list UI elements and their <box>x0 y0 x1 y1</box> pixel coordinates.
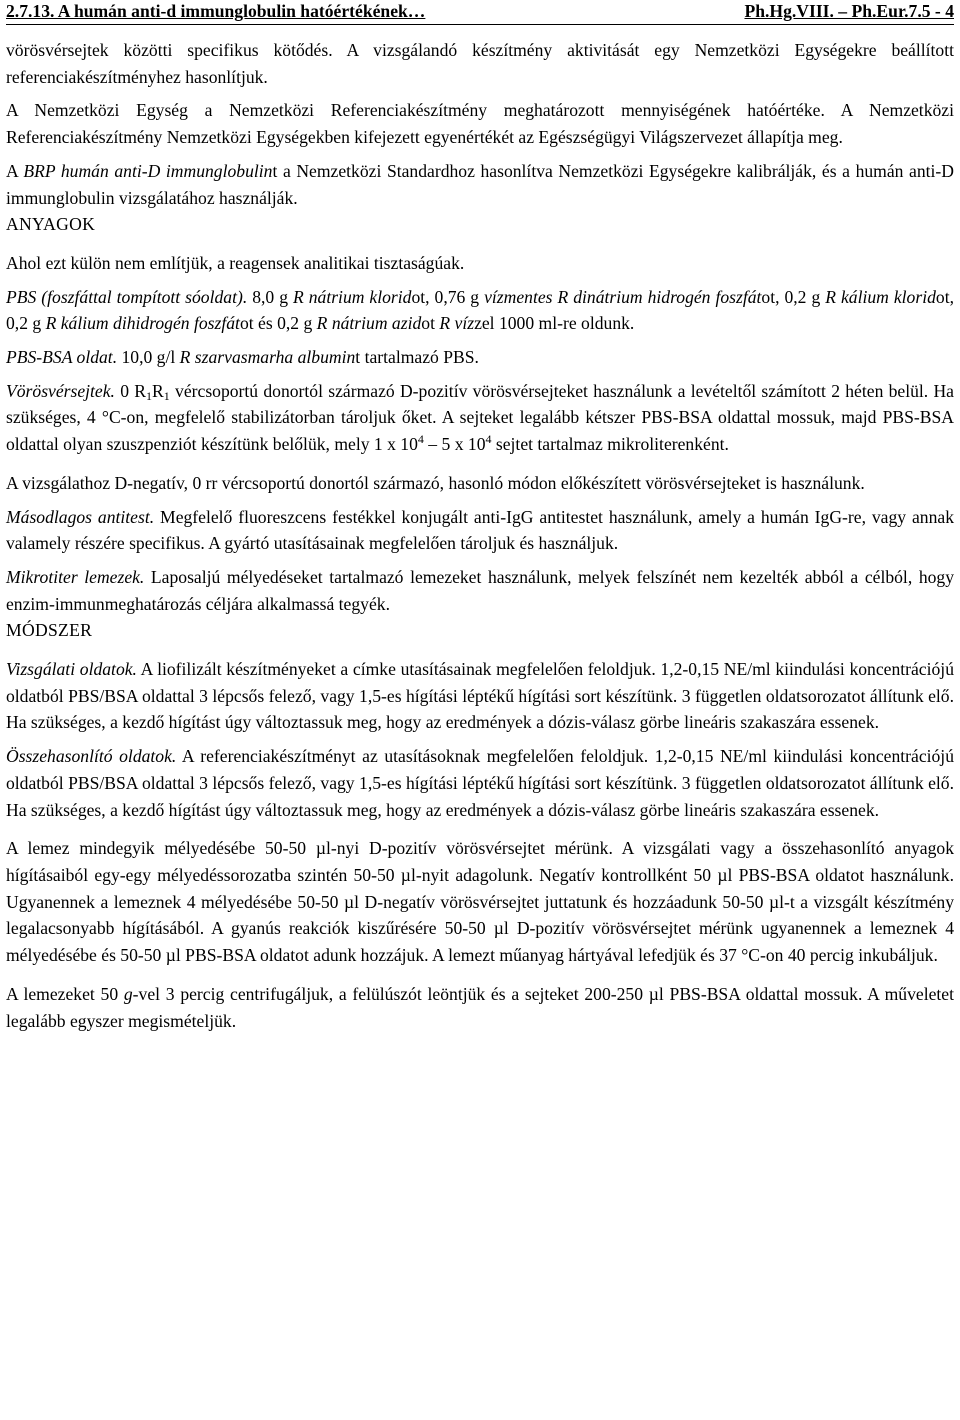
text-run: 0 R <box>114 380 147 401</box>
text-run: R <box>152 380 164 401</box>
text-run: ot, 0,2 g <box>761 286 826 307</box>
reagent-name: vízmentes R dinátrium hidrogén foszfát <box>484 286 762 307</box>
test-solutions-title: Vizsgálati oldatok. <box>6 659 137 680</box>
text-run: vércsoportú donortól származó D-pozitív vörösvérsejteket használunk a levételtől számított 2 héten belül. Ha szükséges, 4 °C-on, megfelelő stabilizátorban tároljuk őket. A sejteket legalább kétszer PBS-BSA oldattal mossuk, majd PBS-BSA oldattal olyan szuszpenziót készítünk belőlük, mely 1 x 10 <box>6 380 954 455</box>
reagent-name: R szarvasmarha albumin <box>179 347 356 368</box>
pbs-bsa-paragraph <box>6 344 954 371</box>
text-run: ot, 0,2 g <box>6 286 954 334</box>
reagents-note: Ahol ezt külön nem említjük, a reagensek analitikai tisztaságúak. <box>6 252 465 273</box>
text-run: A <box>6 160 24 181</box>
red-cells-paragraph <box>6 378 954 458</box>
superscript: 4 <box>485 432 492 447</box>
text-run: A lemezeket 50 <box>6 983 124 1004</box>
italic-term: BRP humán anti-D immunglobulin <box>23 160 273 181</box>
subscript: 1 <box>146 388 153 403</box>
header-pharmacopoeia-ref: Ph.Hg.VIII. – Ph.Eur.7.5 - 4 <box>744 1 954 21</box>
intro-paragraph-1: vörösvérsejtek közötti specifikus kötődés. A vizsgálandó készítmény aktivitását egy Nemzetközi Egységekre beállított referenciakészítményhez hasonlítjuk. <box>6 40 954 87</box>
reference-solutions-paragraph <box>6 743 954 823</box>
reagent-name: R kálium dihidrogén foszfát <box>45 313 240 334</box>
d-negative-cells-paragraph: A vizsgálathoz D-negatív, 0 rr vércsoportú donortól származó, hasonló módon előkészített vörösvérsejteket is használunk. <box>6 472 865 493</box>
text-run: ot <box>421 313 440 334</box>
italic-g: g <box>123 983 133 1004</box>
header-section-title: 2.7.13. A humán anti-d immunglobulin hatóértékének… <box>6 1 426 21</box>
text-run: 10,0 g/l <box>117 347 180 368</box>
test-solutions-paragraph <box>6 656 954 736</box>
reagent-name: R kálium klorid <box>825 286 936 307</box>
text-run: A liofilizált készítményeket a címke utasításainak megfelelően feloldjuk. 1,2-0,15 NE/ml kiindulási koncentrációjú oldatból PBS/BSA oldattal 3 lépcsős felező, vagy 1,5-es hígítási léptékű hígítási sort készítünk. 3 független oldatsorozatot állítunk elő. Ha szükséges, a kezdő hígítást úgy változtassuk meg, hogy az eredmények a dózis-válasz görbe lineáris szakaszára essenek. <box>6 659 954 733</box>
section-heading-anyagok: ANYAGOK <box>6 214 96 235</box>
subscript: 1 <box>163 388 170 403</box>
reagent-name: R nátrium azid <box>316 313 422 334</box>
secondary-antibody-title: Másodlagos antitest. <box>6 506 155 527</box>
text-run: 8,0 g <box>247 286 293 307</box>
text-run: Laposaljú mélyedéseket tartalmazó lemezeket használunk, melyek felszínét nem kezelték abból a célból, hogy enzim-immunmeghatározás céljára alkalmassá tegyék. <box>6 566 955 614</box>
plate-procedure-paragraph: A lemez mindegyik mélyedésébe 50-50 µl-nyi D-pozitív vörösvérsejtet mérünk. A vizsgálati vagy a összehasonlító anyagok hígításaiból egy-egy mélyedéssorozatba szintén 50-50 µl-nyit adagolunk. Negatív kontrollként 50 µl PBS-BSA oldatot használunk. Ugyanennek a lemeznek 4 mélyedésébe 50-50 µl D-negatív vörösvérsejtet juttatunk és hozzáadunk 50-50 µl-t a vizsgált készítmény legalacsonyabb hígításából. A gyanús reakciók kiszűrésére 50-50 µl D-pozitív vörösvérsejtet mérünk ugyanennek a lemeznek 4 mélyedésébe és 50-50 µl PBS-BSA oldatot adunk hozzájuk. A lemezt műanyag hártyával lefedjük és 37 °C-on 40 percig inkubáljuk. <box>6 838 954 966</box>
text-run: Megfelelő fluoreszcens festékkel konjugált anti-IgG antitestet használunk, amely a humán IgG-re, vagy annak valamely részére specifikus. A gyártó utasításainak megfelelően tároljuk és használjuk. <box>6 506 954 554</box>
reference-solutions-title: Összehasonlító oldatok. <box>6 746 177 767</box>
text-run: t tartalmazó PBS. <box>355 347 479 368</box>
microtiter-plates-paragraph <box>6 564 954 617</box>
superscript: 4 <box>417 432 424 447</box>
pbs-paragraph <box>6 284 954 337</box>
text-run: A referenciakészítményt az utasításoknak megfelelően feloldjuk. 1,2-0,15 NE/ml kiindulási koncentrációjú oldatból PBS/BSA oldattal 3 lépcsős felező, vagy 1,5-es hígítási léptékű hígítási sort készítünk. 3 független oldatsorozatot állítunk elő. Ha szükséges, a kezdő hígítást úgy változtassuk meg, hogy az eredmények a dózis-válasz görbe lineáris szakaszára essenek. <box>6 746 954 820</box>
reagent-name: R nátrium klorid <box>293 286 412 307</box>
text-run: ot, 0,76 g <box>411 286 485 307</box>
section-heading-modszer: MÓDSZER <box>6 620 93 641</box>
text-run: zel 1000 ml-re oldunk. <box>474 313 635 334</box>
text-run: t a Nemzetközi Standardhoz hasonlítva Nemzetközi Egységekre kalibrálják, és a humán anti-D immunglobulin vizsgálatához használják. <box>6 160 954 208</box>
text-run: -vel 3 percig centrifugáljuk, a felülúszót leöntjük és a sejteket 200-250 µl PBS-BSA oldattal mossuk. A műveletet legalább egyszer megismételjük. <box>6 983 954 1031</box>
centrifuge-paragraph <box>6 981 954 1034</box>
reagent-name: R víz <box>439 313 475 334</box>
text-run: sejtet tartalmaz mikroliterenként. <box>491 434 729 455</box>
intro-paragraph-2: A Nemzetközi Egység a Nemzetközi Referenciakészítmény meghatározott mennyiségének hatóértéke. A Nemzetközi Referenciakészítmény Nemzetközi Egységekben kifejezett egyenértékét az Egészségügyi Világszervezet állapítja meg. <box>6 100 954 148</box>
secondary-antibody-paragraph <box>6 504 954 557</box>
microtiter-plates-title: Mikrotiter lemezek. <box>6 566 145 587</box>
text-run: ot és 0,2 g <box>239 313 317 334</box>
running-header <box>6 0 954 25</box>
text-run: – 5 x 10 <box>423 434 486 455</box>
pbs-bsa-title: PBS-BSA oldat. <box>6 347 118 368</box>
pbs-title: PBS (foszfáttal tompított sóoldat). <box>6 286 248 307</box>
intro-paragraph-3 <box>6 158 954 211</box>
red-cells-title: Vörösvérsejtek. <box>6 380 115 401</box>
